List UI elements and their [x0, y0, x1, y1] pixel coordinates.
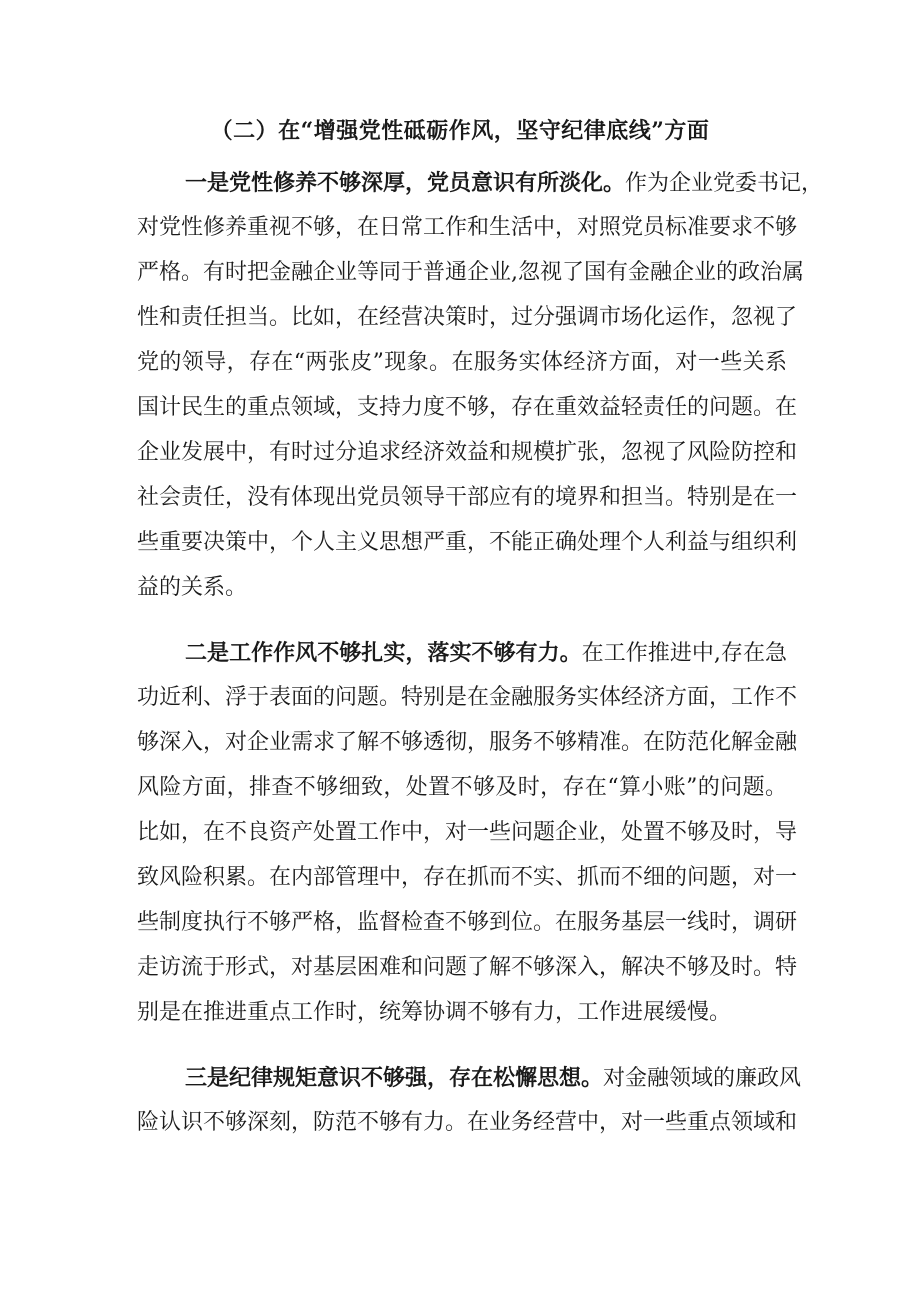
paragraph-3-line-2: 险认识不够深刻，防范不够有力。在业务经营中，对一些重点领域和 [137, 1110, 798, 1135]
paragraph-2-line-6: 致风险积累。在内部管理中，存在抓而不实、抓而不细的问题，对一 [137, 865, 798, 890]
paragraph-2-line-5: 比如，在不良资产处置工作中，对一些问题企业，处置不够及时，导 [137, 820, 798, 845]
paragraph-1-line-3: 严格。有时把金融企业等同于普通企业,忽视了国有金融企业的政治属 [137, 260, 804, 285]
paragraph-1-line-2: 对党性修养重视不够，在日常工作和生活中，对照党员标准要求不够 [137, 215, 798, 240]
paragraph-1-line-9: 些重要决策中，个人主义思想严重，不能正确处理个人利益与组织利 [137, 530, 798, 555]
paragraph-3-line-1-text: 对金融领域的廉政风 [603, 1066, 802, 1091]
paragraph-1-line-1-text: 作为企业党委书记， [625, 171, 824, 196]
section-heading: （二）在“增强党性砥砺作风，坚守纪律底线”方面 [210, 118, 710, 144]
paragraph-1-line-5: 党的领导，存在“两张皮”现象。在服务实体经济方面，对一些关系 [137, 350, 787, 375]
paragraph-2-line-2: 功近利、浮于表面的问题。特别是在金融服务实体经济方面，工作不 [137, 685, 798, 710]
paragraph-2-line-1-text: 在工作推进中,存在急 [581, 641, 787, 666]
paragraph-2-line-9: 别是在推进重点工作时，统筹协调不够有力，工作进展缓慢。 [137, 1000, 732, 1025]
paragraph-1-line-4: 性和责任担当。比如，在经营决策时，过分强调市场化运作，忽视了 [137, 305, 798, 330]
paragraph-2-line-8: 走访流于形式，对基层困难和问题了解不够深入，解决不够及时。特 [137, 955, 798, 980]
paragraph-1-bold-lead: 一是党性修养不够深厚，党员意识有所淡化。 [185, 170, 626, 196]
paragraph-2-line-7: 些制度执行不够严格，监督检查不够到位。在服务基层一线时，调研 [137, 910, 798, 935]
paragraph-2-line-1 [185, 636, 787, 671]
paragraph-1-line-10: 益的关系。 [137, 575, 248, 600]
paragraph-2-bold-lead: 二是工作作风不够扎实，落实不够有力。 [185, 640, 582, 666]
paragraph-3-line-1 [185, 1061, 802, 1096]
paragraph-1-line-7: 企业发展中，有时过分追求经济效益和规模扩张，忽视了风险防控和 [137, 440, 798, 465]
paragraph-2-line-3: 够深入，对企业需求了解不够透彻，服务不够精准。在防范化解金融 [137, 730, 798, 755]
paragraph-2-line-4: 风险方面，排查不够细致，处置不够及时，存在“算小账”的问题。 [137, 775, 787, 800]
paragraph-1-line-6: 国计民生的重点领域，支持力度不够，存在重效益轻责任的问题。在 [137, 395, 798, 420]
paragraph-3-bold-lead: 三是纪律规矩意识不够强，存在松懈思想。 [185, 1065, 604, 1091]
paragraph-1-line-8: 社会责任，没有体现出党员领导干部应有的境界和担当。特别是在一 [137, 485, 798, 510]
paragraph-1-line-1 [185, 166, 824, 201]
